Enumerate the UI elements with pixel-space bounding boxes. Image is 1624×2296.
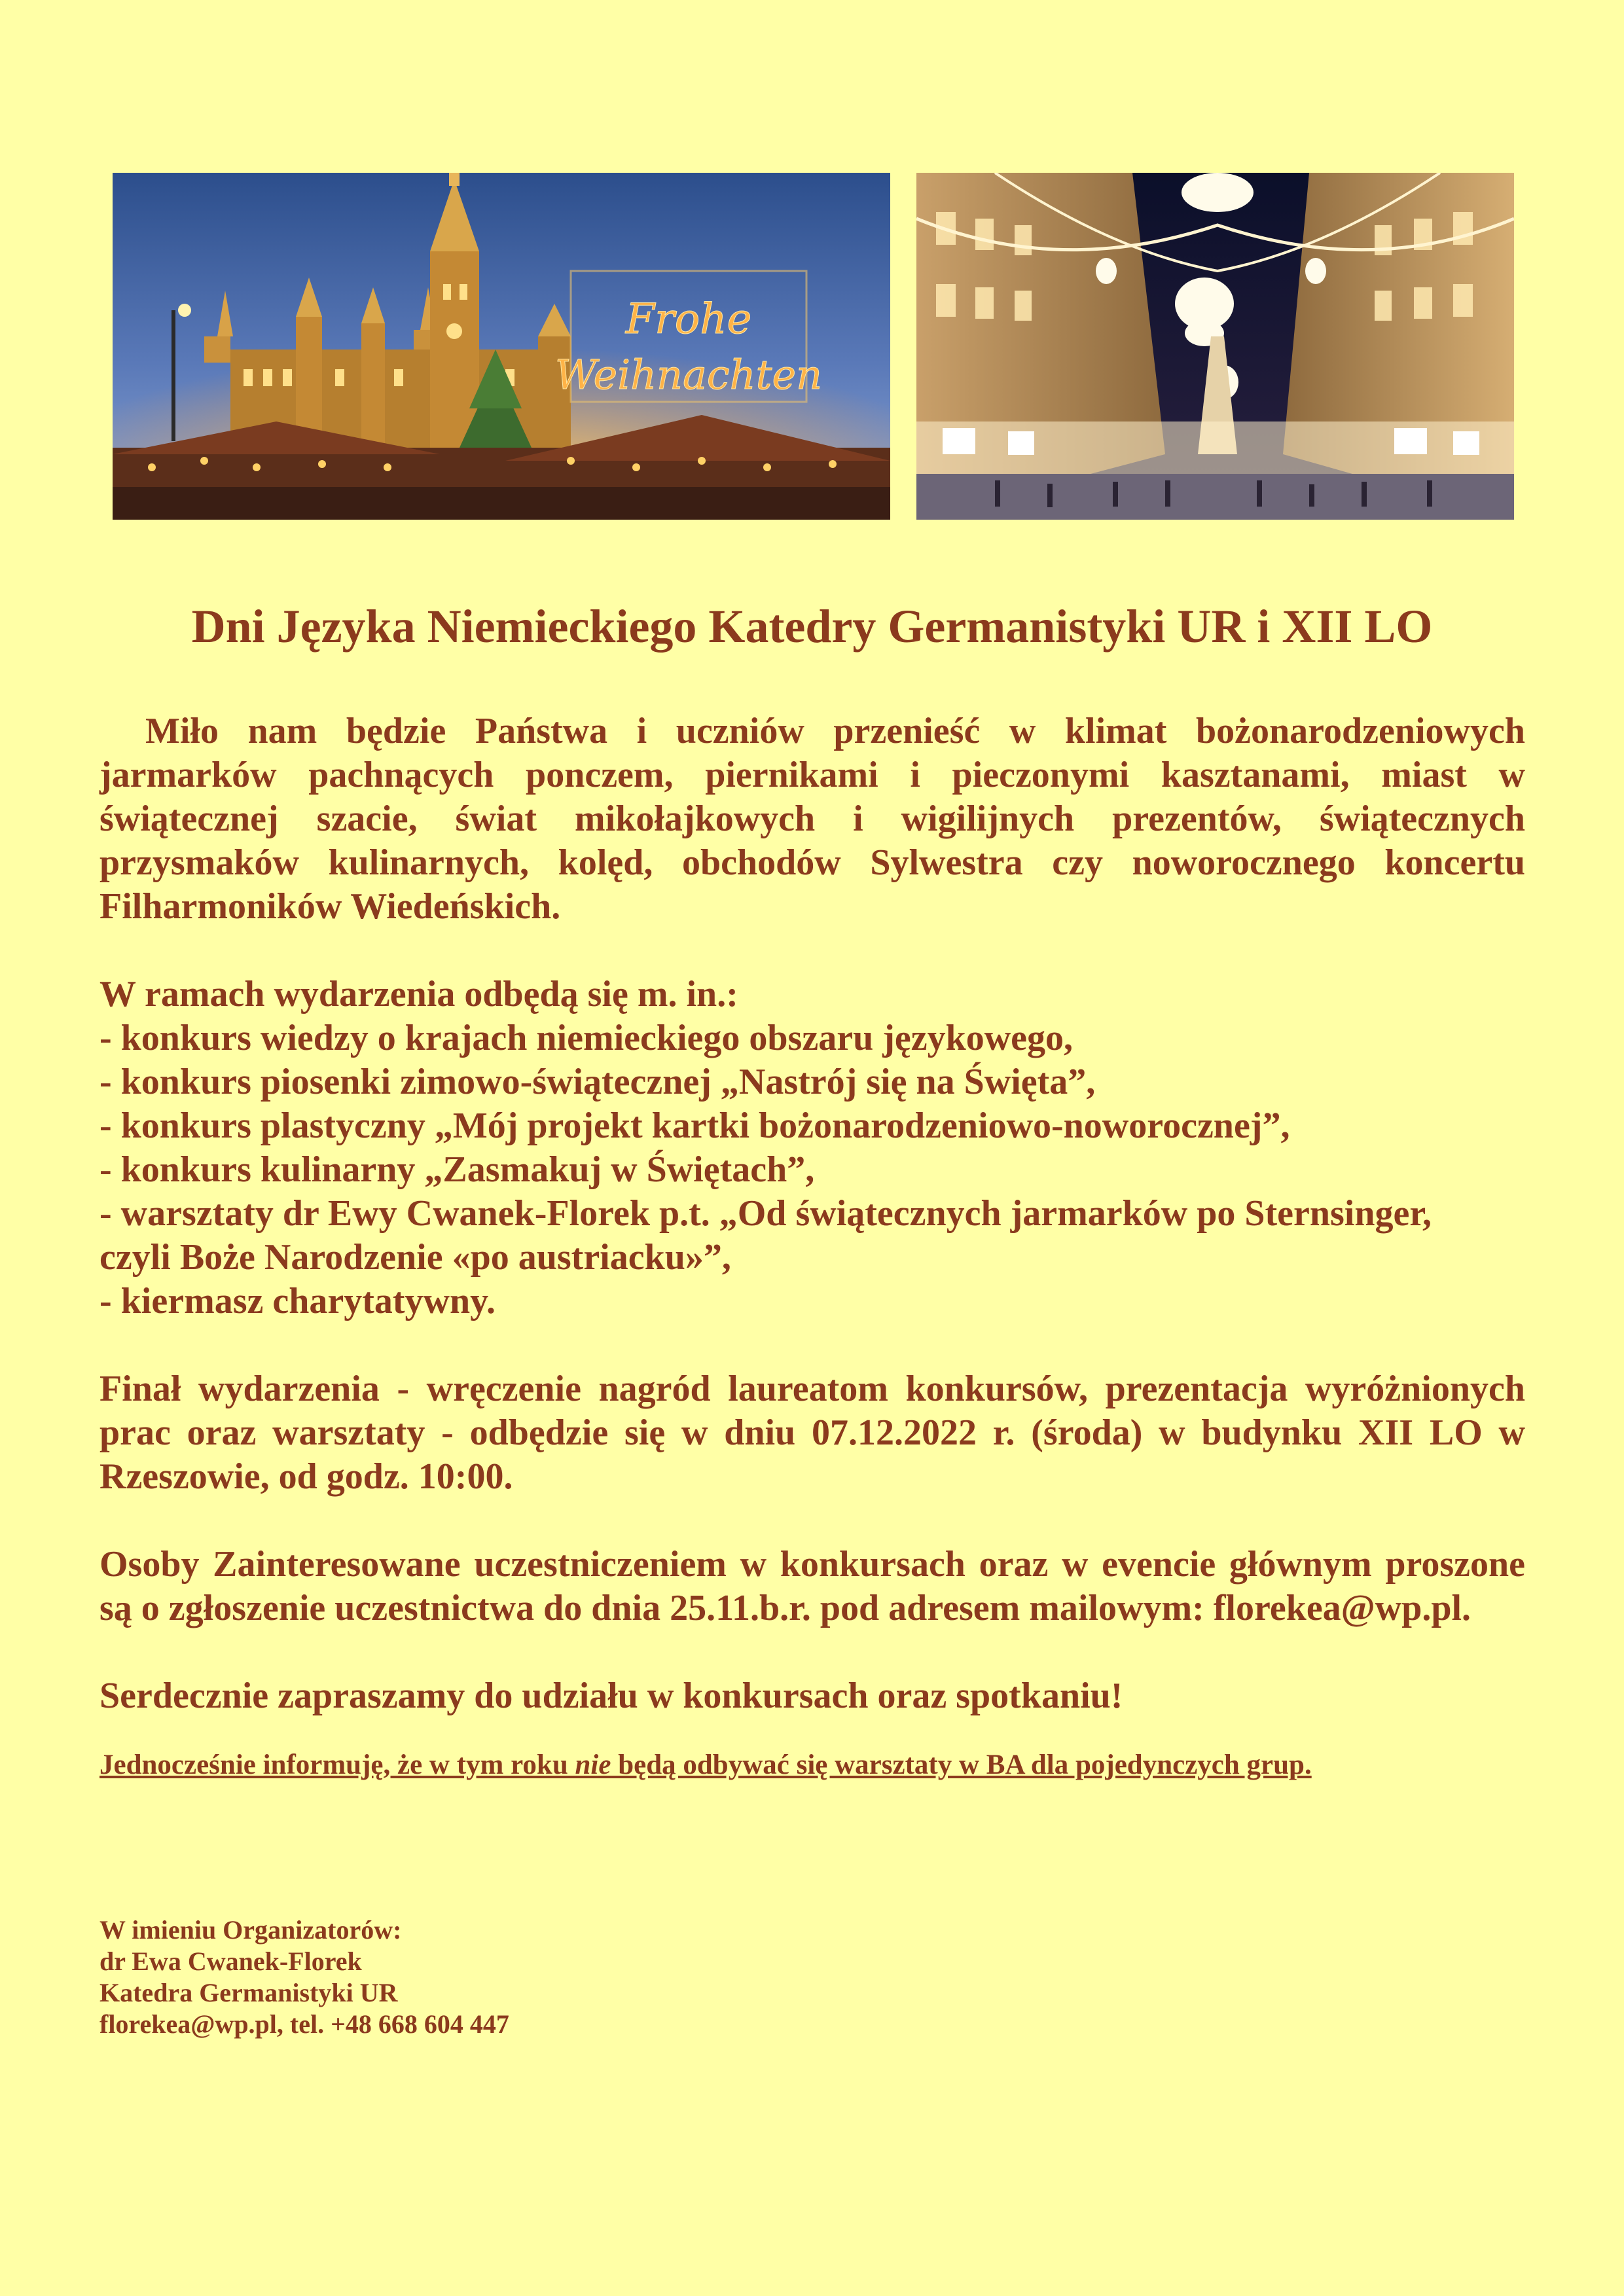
registration-paragraph: [99, 1543, 1525, 1630]
events-lead: W ramach wydarzenia odbędą się m. in.:: [99, 974, 738, 1014]
page-title: Dni Języka Niemieckiego Katedry Germanistyki UR i XII LO: [191, 600, 1433, 653]
christmas-market-town-hall-photo: [113, 173, 890, 520]
signature-line: Katedra Germanistyki UR: [99, 1978, 398, 2007]
finale-line: Rzeszowie, od godz. 10:00.: [99, 1456, 513, 1497]
signature-line: W imieniu Organizatorów:: [99, 1915, 402, 1945]
list-item: - konkurs kulinarny „Zasmakuj w Świętach”,: [99, 1149, 815, 1190]
list-item: - konkurs wiedzy o krajach niemieckiego obszaru językowego,: [99, 1018, 1074, 1058]
registration-line: Osoby Zainteresowane uczestniczeniem w konkursach oraz w evencie głównym proszone: [99, 1544, 1525, 1585]
workshops-notice: [99, 1747, 1525, 1784]
signature-line: florekea@wp.pl, tel. +48 668 604 447: [99, 2009, 509, 2039]
intro-line: Filharmoników Wiedeńskich.: [99, 886, 561, 927]
signature-line: dr Ewa Cwanek-Florek: [99, 1946, 362, 1976]
list-item: - konkurs piosenki zimowo-świątecznej „Nastrój się na Święta”,: [99, 1062, 1096, 1102]
intro-line: świątecznej szacie, świat mikołajkowych i wigilijnych prezentów, świątecznych: [99, 798, 1525, 839]
registration-line: są o zgłoszenie uczestnictwa do dnia 25.11.b.r. pod adresem mailowym: florekea@wp.pl.: [99, 1588, 1471, 1628]
invitation-text: Serdecznie zapraszamy do udziału w konkursach oraz spotkaniu!: [99, 1676, 1123, 1716]
flyer-body: [99, 709, 1525, 1784]
notice-emphasis: nie: [575, 1749, 611, 1780]
illuminated-street-chandeliers-photo: [916, 173, 1514, 520]
intro-line: przysmaków kulinarnych, kolęd, obchodów Sylwestra czy noworocznego koncertu: [99, 842, 1525, 883]
list-item: - warsztaty dr Ewy Cwanek-Florek p.t. „Od świątecznych jarmarków po Sternsinger,: [99, 1193, 1432, 1234]
intro-line: jarmarków pachnących ponczem, piernikami i pieczonymi kasztanami, miast w: [99, 755, 1525, 795]
notice-text-before: Jednocześnie informuję, że w tym roku: [99, 1749, 575, 1780]
list-item: - kiermasz charytatywny.: [99, 1281, 496, 1321]
weihnachten-sign-text: Weihnachten: [554, 351, 823, 399]
finale-line: prac oraz warsztaty - odbędzie się w dniu 07.12.2022 r. (środa) w budynku XII LO w: [99, 1412, 1525, 1453]
christmas-market-illustration: [113, 173, 890, 520]
intro-paragraph: [99, 709, 1525, 929]
organizer-signature: [99, 1914, 509, 2040]
street-illustration: [916, 173, 1514, 520]
frohe-sign-text: Frohe: [625, 295, 752, 344]
list-item: czyli Boże Narodzenie «po austriacku»”,: [99, 1237, 731, 1278]
intro-line: Miło nam będzie Państwa i uczniów przenieść w klimat bożonarodzeniowych: [145, 711, 1525, 751]
finale-paragraph: [99, 1367, 1525, 1499]
events-list: [99, 973, 1525, 1323]
notice-text-after: będą odbywać się warsztaty w BA dla pojedynczych grup.: [611, 1749, 1312, 1780]
list-item: - konkurs plastyczny „Mój projekt kartki bożonarodzeniowo-noworocznej”,: [99, 1105, 1290, 1146]
finale-line: Finał wydarzenia - wręczenie nagród laureatom konkursów, prezentacja wyróżnionych: [99, 1369, 1525, 1409]
